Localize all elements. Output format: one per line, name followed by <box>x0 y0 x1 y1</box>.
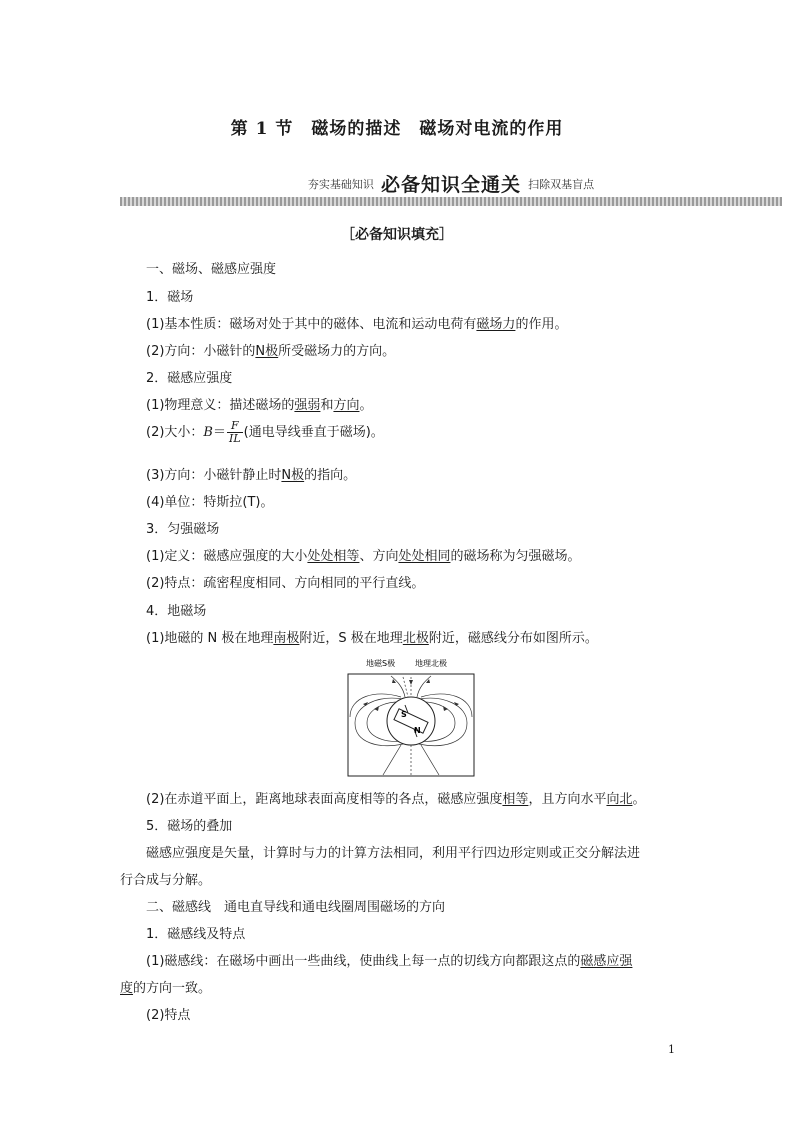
text-line: (2)特点 <box>146 1008 191 1023</box>
fraction: $\frac{F}{IL}$ <box>229 419 241 446</box>
text-line: (2)特点：疏密程度相同、方向相同的平行直线。 <box>146 576 425 591</box>
text-line: (1)地磁的 N 极在地理南极附近，S 极在地理北极附近，磁感线分布如图所示。 <box>146 631 598 646</box>
heading-1: 一、磁场、磁感应强度 <box>146 262 277 277</box>
figure-label-left: 地磁S极 <box>366 659 396 668</box>
subheading-2: 2．磁感应强度 <box>146 371 233 386</box>
subheading-6: 1．磁感线及特点 <box>146 927 246 942</box>
subheading-1: 1．磁场 <box>146 290 194 305</box>
banner-center-text: 必备知识全通关 <box>380 174 521 196</box>
section-heading: ［必备知识填充］ <box>341 227 453 243</box>
paragraph-line: 行合成与分解。 <box>120 873 212 888</box>
formula-line: (2)大小：B＝ $\frac{F}{IL}$ (通电导线垂直于磁场)。 <box>146 419 384 446</box>
banner-right-text: 扫除双基盲点 <box>528 178 595 191</box>
pole-n-label: N <box>414 726 421 735</box>
heading-2: 二、磁感线 通电直导线和通电线圈周围磁场的方向 <box>146 900 446 915</box>
text-line: (3)方向：小磁针静止时N极的指向。 <box>146 468 357 483</box>
paragraph-line: 磁感应强度是矢量，计算时与力的计算方法相同，利用平行四边形定则或正交分解法进 <box>146 846 641 861</box>
text-line: (1)定义：磁感应强度的大小处处相等、方向处处相同的磁场称为匀强磁场。 <box>146 549 581 564</box>
figure-label-right: 地理北极 <box>415 659 447 668</box>
subheading-4: 4．地磁场 <box>146 604 207 619</box>
pole-s-label: S <box>401 710 407 719</box>
text-line: (1)磁感线：在磁场中画出一些曲线，使曲线上每一点的切线方向都跟这点的磁感应强 <box>146 954 633 969</box>
subheading-5: 5．磁场的叠加 <box>146 819 233 834</box>
text-line: (4)单位：特斯拉(T)。 <box>146 495 274 510</box>
banner-left-text: 夯实基础知识 <box>307 178 374 191</box>
earth-magnetic-field-figure <box>345 657 477 779</box>
banner-divider <box>120 197 782 206</box>
text-line: (2)方向：小磁针的N极所受磁场力的方向。 <box>146 344 396 359</box>
page-number: 1 <box>668 1043 675 1056</box>
text-line: 度的方向一致。 <box>120 981 212 996</box>
subheading-3: 3．匀强磁场 <box>146 522 220 537</box>
text-line: (1)基本性质：磁场对处于其中的磁体、电流和运动电荷有磁场力的作用。 <box>146 317 568 332</box>
page-title: 第 1 节 磁场的描述 磁场对电流的作用 <box>230 119 564 139</box>
section-banner <box>120 170 782 210</box>
text-line: (2)在赤道平面上，距离地球表面高度相等的各点，磁感应强度相等，且方向水平向北。 <box>146 792 646 807</box>
text-line: (1)物理意义：描述磁场的强弱和方向。 <box>146 398 373 413</box>
